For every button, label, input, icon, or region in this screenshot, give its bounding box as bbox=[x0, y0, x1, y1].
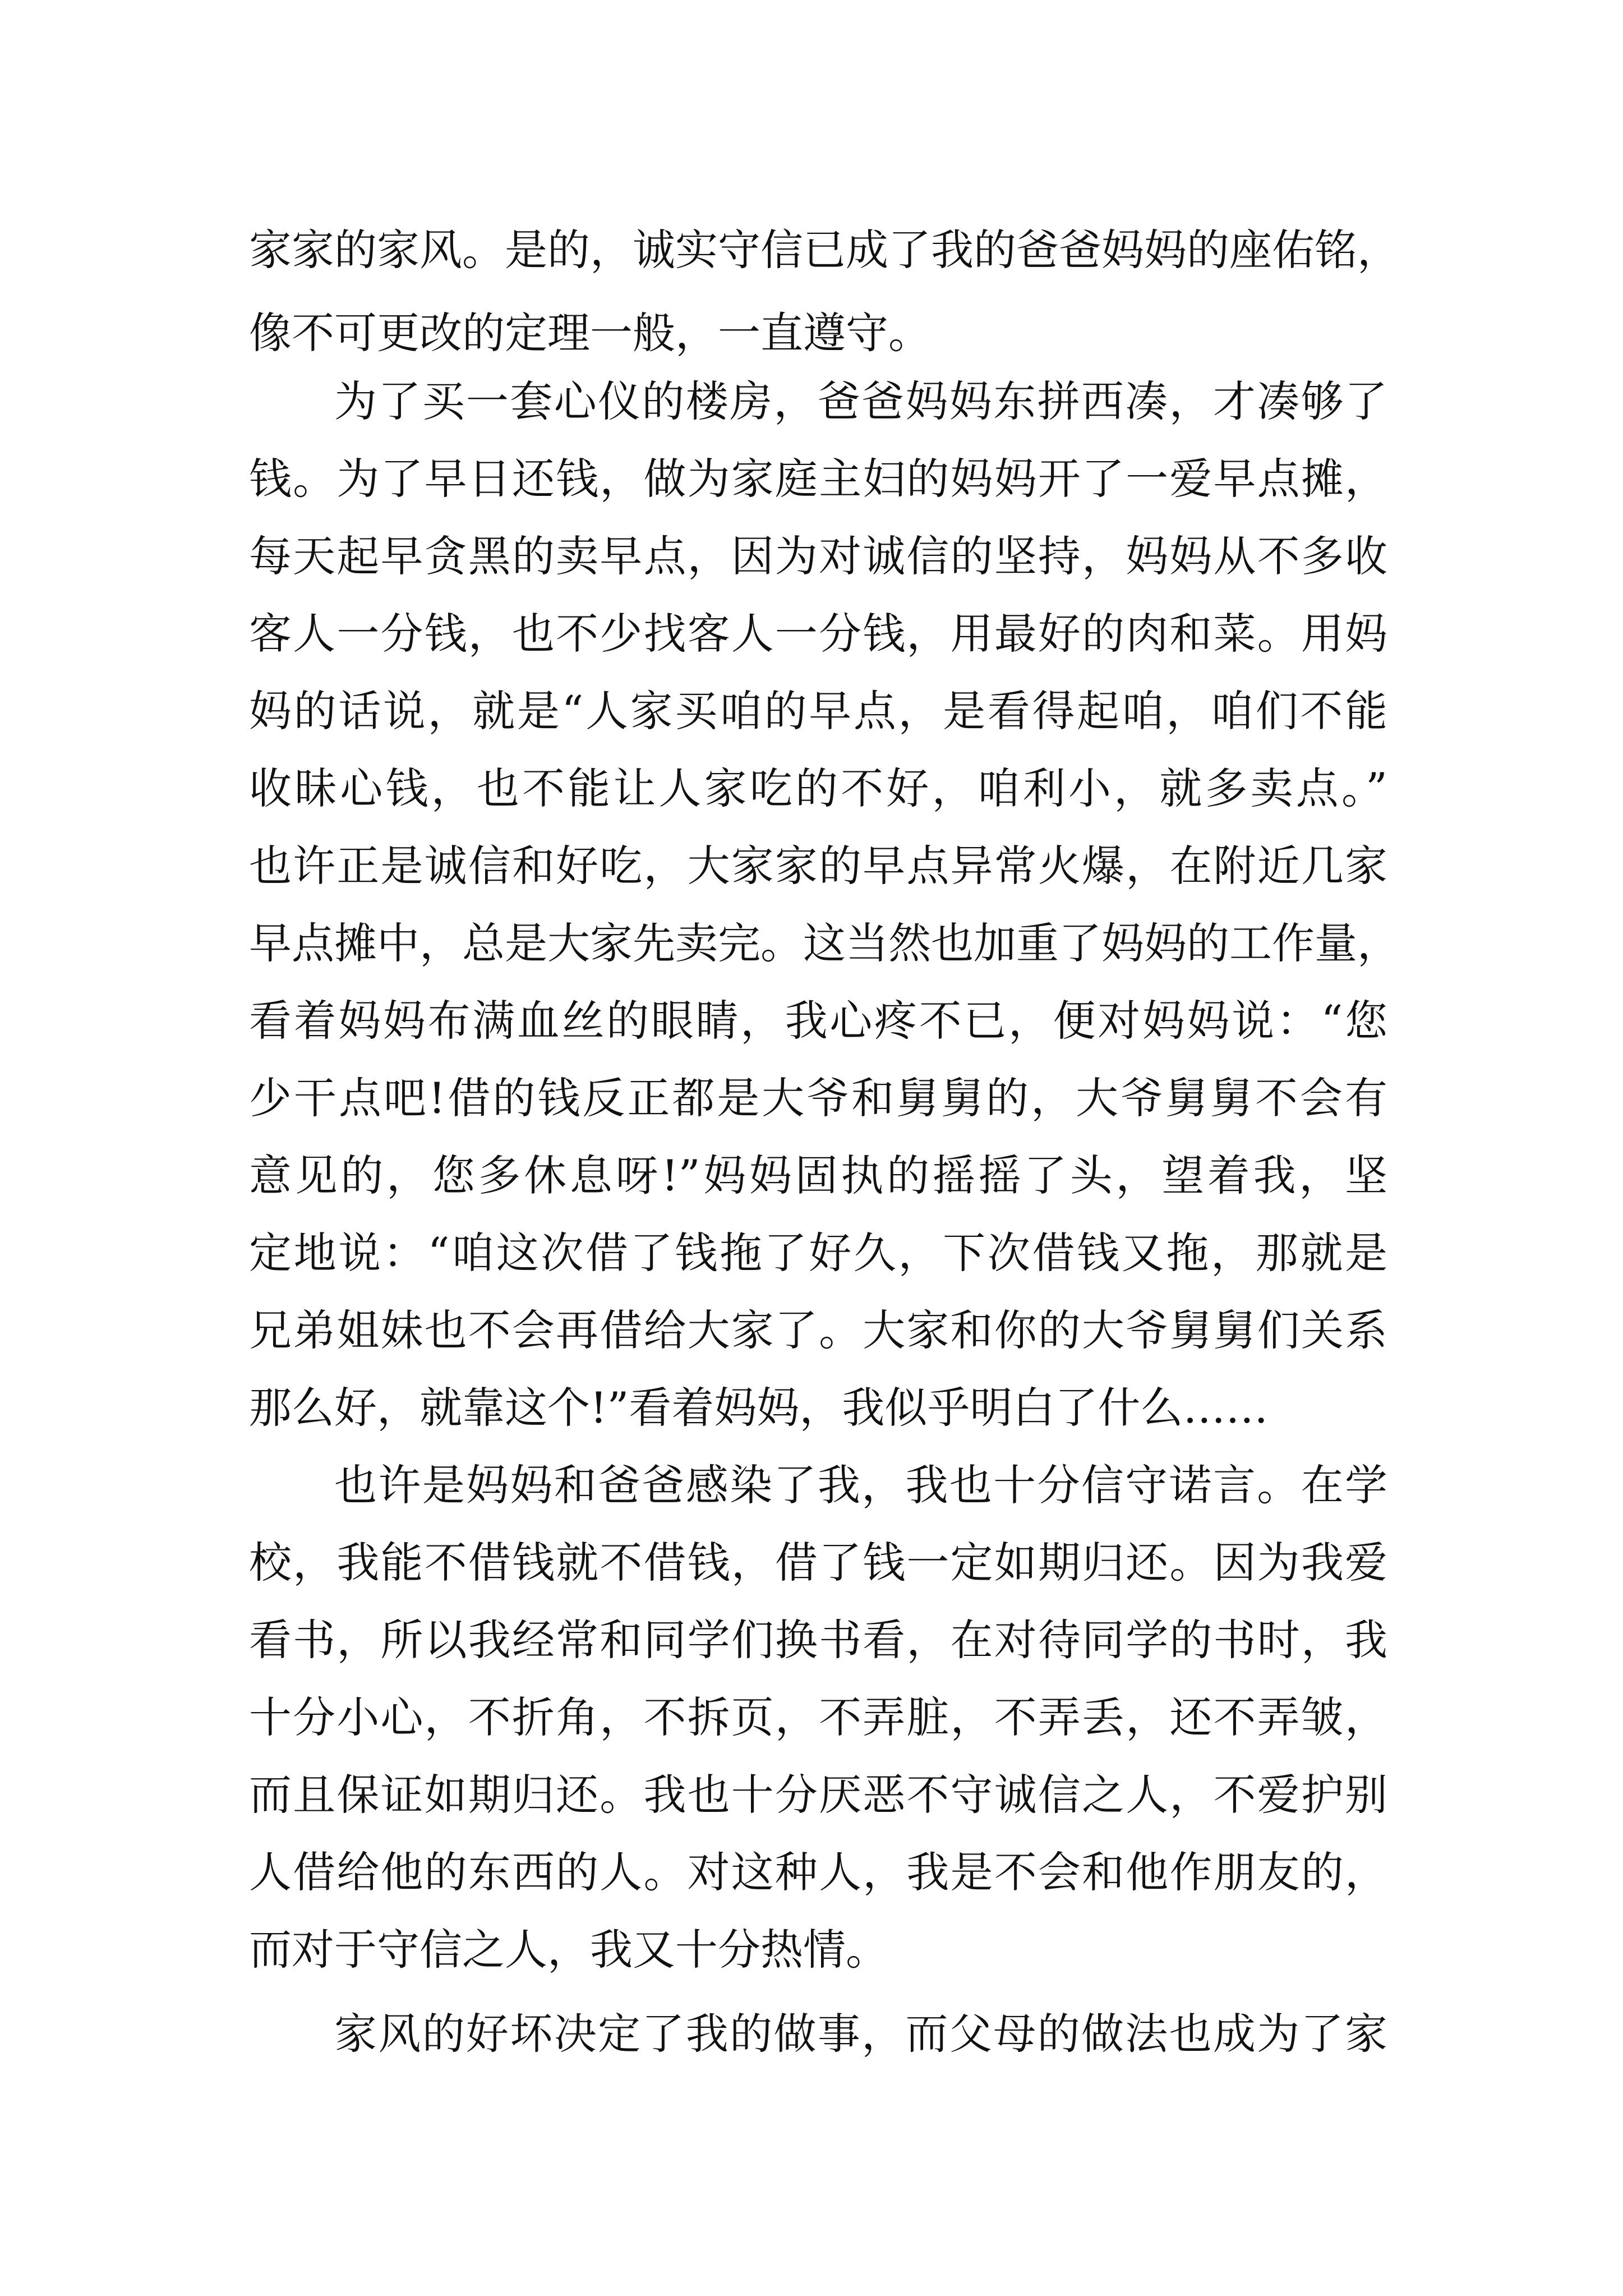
text-line: 家家的家风。是的，诚实守信已成了我的爸爸妈妈的座佑铭， bbox=[249, 225, 1400, 275]
text-line: 看着妈妈布满血丝的眼睛，我心疼不已，便对妈妈说：“您 bbox=[249, 996, 1387, 1046]
text-line: 定地说：“咱这次借了钱拖了好久，下次借钱又拖，那就是 bbox=[249, 1228, 1387, 1278]
text-line: 意见的，您多休息呀!”妈妈固执的摇摇了头，望着我，坚 bbox=[249, 1151, 1387, 1200]
text-line: 为了买一套心仪的楼房，爸爸妈妈东拼西凑，才凑够了 bbox=[334, 376, 1387, 426]
text-line: 校，我能不借钱就不借钱，借了钱一定如期归还。因为我爱 bbox=[249, 1538, 1387, 1588]
text-line: 少干点吧!借的钱反正都是大爷和舅舅的，大爷舅舅不会有 bbox=[249, 1073, 1387, 1123]
text-line: 收昧心钱，也不能让人家吃的不好，咱利小，就多卖点。” bbox=[249, 763, 1387, 813]
text-line: 人借给他的东西的人。对这种人，我是不会和他作朋友的， bbox=[249, 1847, 1387, 1897]
text-line: 而且保证如期归还。我也十分厌恶不守诚信之人，不爱护别 bbox=[249, 1770, 1387, 1820]
text-line: 家风的好坏决定了我的做事，而父母的做法也成为了家 bbox=[334, 2009, 1387, 2059]
text-line: 每天起早贪黑的卖早点，因为对诚信的坚持，妈妈从不多收 bbox=[249, 531, 1387, 581]
text-line: 十分小心，不折角，不拆页，不弄脏，不弄丢，还不弄皱， bbox=[249, 1692, 1387, 1742]
text-line: 而对于守信之人，我又十分热情。 bbox=[249, 1925, 888, 1975]
text-line: 兄弟姐妹也不会再借给大家了。大家和你的大爷舅舅们关系 bbox=[249, 1305, 1387, 1355]
text-line: 也许正是诚信和好吃，大家家的早点异常火爆，在附近几家 bbox=[249, 841, 1387, 891]
text-line: 早点摊中，总是大家先卖完。这当然也加重了妈妈的工作量， bbox=[249, 918, 1400, 968]
text-line: 客人一分钱，也不少找客人一分钱，用最好的肉和菜。用妈 bbox=[249, 609, 1387, 659]
text-line: 妈的话说，就是“人家买咱的早点，是看得起咱，咱们不能 bbox=[249, 686, 1387, 736]
text-line: 看书，所以我经常和同学们换书看，在对待同学的书时，我 bbox=[249, 1615, 1387, 1665]
text-line: 那么好，就靠这个!”看着妈妈，我似乎明白了什么…… bbox=[249, 1383, 1269, 1433]
text-line: 像不可更改的定理一般，一直遵守。 bbox=[249, 308, 931, 358]
text-line: 也许是妈妈和爸爸感染了我，我也十分信守诺言。在学 bbox=[334, 1460, 1387, 1510]
text-line: 钱。为了早日还钱，做为家庭主妇的妈妈开了一爱早点摊， bbox=[249, 454, 1387, 504]
